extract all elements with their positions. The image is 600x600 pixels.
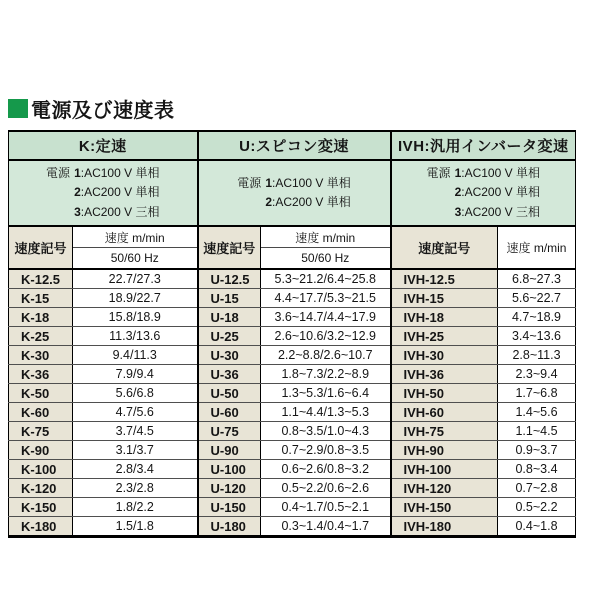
speed-code-cell: IVH-120 — [391, 479, 498, 498]
power-label: 電源 — [237, 175, 262, 190]
speed-value-cell: 3.6~14.7/4.4~17.9 — [261, 308, 391, 327]
speed-code-cell: K-12.5 — [9, 269, 73, 289]
col-header-speed-code-ivh: 速度記号 — [391, 226, 498, 269]
power-row — [9, 160, 576, 226]
table-row — [9, 403, 576, 422]
speed-value-cell: 3.7/4.5 — [73, 422, 198, 441]
speed-value-cell: 15.8/18.9 — [73, 308, 198, 327]
table-row — [9, 269, 576, 289]
speed-code-cell: U-50 — [198, 384, 261, 403]
power-items — [74, 164, 159, 222]
power-cell-u — [198, 160, 391, 226]
section-label: :スピコン変速 — [250, 138, 349, 155]
speed-value-cell: 1.4~5.6 — [498, 403, 576, 422]
speed-value-cell: 2.8/3.4 — [73, 460, 198, 479]
speed-value-cell: 11.3/13.6 — [73, 327, 198, 346]
speed-value-cell: 22.7/27.3 — [73, 269, 198, 289]
speed-code-cell: IVH-12.5 — [391, 269, 498, 289]
speed-value-cell: 0.4~1.7/0.5~2.1 — [261, 498, 391, 517]
speed-code-cell: U-120 — [198, 479, 261, 498]
speed-value-cell: 2.3/2.8 — [73, 479, 198, 498]
power-cell-k — [9, 160, 198, 226]
speed-code-cell: K-15 — [9, 289, 73, 308]
col-header-speed-k: 速度 m/min — [73, 226, 198, 248]
table-row — [9, 365, 576, 384]
speed-code-cell: IVH-90 — [391, 441, 498, 460]
speed-code-cell: K-60 — [9, 403, 73, 422]
table-row — [9, 479, 576, 498]
speed-value-cell: 0.9~3.7 — [498, 441, 576, 460]
green-square-icon — [8, 99, 28, 118]
speed-value-cell: 2.8~11.3 — [498, 346, 576, 365]
speed-value-cell: 4.7~18.9 — [498, 308, 576, 327]
speed-code-cell: U-18 — [198, 308, 261, 327]
speed-code-cell: U-30 — [198, 346, 261, 365]
section-code: U — [239, 138, 251, 155]
speed-value-cell: 5.6~22.7 — [498, 289, 576, 308]
speed-value-cell: 1.8~7.3/2.2~8.9 — [261, 365, 391, 384]
speed-code-cell: IVH-18 — [391, 308, 498, 327]
speed-code-cell: IVH-60 — [391, 403, 498, 422]
section-code: IVH — [398, 138, 425, 155]
table-row — [9, 517, 576, 537]
power-line: 1:AC100 V 単相 — [454, 166, 540, 181]
section-label: :定速 — [90, 138, 127, 155]
page-title-text: 電源及び速度表 — [31, 100, 175, 122]
speed-value-cell: 9.4/11.3 — [73, 346, 198, 365]
speed-code-cell: IVH-36 — [391, 365, 498, 384]
col-header-freq-k: 50/60 Hz — [73, 248, 198, 270]
speed-value-cell: 6.8~27.3 — [498, 269, 576, 289]
speed-value-cell: 0.8~3.4 — [498, 460, 576, 479]
speed-code-cell: U-25 — [198, 327, 261, 346]
speed-value-cell: 3.1/3.7 — [73, 441, 198, 460]
speed-value-cell: 5.6/6.8 — [73, 384, 198, 403]
section-header-u — [198, 131, 391, 160]
speed-code-cell: U-90 — [198, 441, 261, 460]
col-header-speed-u: 速度 m/min — [261, 226, 391, 248]
table-row — [9, 289, 576, 308]
speed-code-cell: IVH-50 — [391, 384, 498, 403]
speed-code-cell: IVH-15 — [391, 289, 498, 308]
table-row — [9, 422, 576, 441]
speed-value-cell: 1.3~5.3/1.6~6.4 — [261, 384, 391, 403]
power-line: 2:AC200 V 単相 — [74, 185, 160, 200]
section-header-row — [9, 131, 576, 160]
page-title — [8, 94, 600, 123]
speed-value-cell: 1.8/2.2 — [73, 498, 198, 517]
speed-value-cell: 1.1~4.4/1.3~5.3 — [261, 403, 391, 422]
speed-value-cell: 2.3~9.4 — [498, 365, 576, 384]
table-row — [9, 441, 576, 460]
speed-value-cell: 0.4~1.8 — [498, 517, 576, 537]
speed-code-cell: K-150 — [9, 498, 73, 517]
power-speed-table — [8, 130, 576, 538]
speed-code-cell: K-75 — [9, 422, 73, 441]
speed-value-cell: 3.4~13.6 — [498, 327, 576, 346]
speed-code-cell: IVH-25 — [391, 327, 498, 346]
power-line: 1:AC100 V 単相 — [74, 166, 160, 181]
speed-code-cell: IVH-150 — [391, 498, 498, 517]
speed-code-cell: K-100 — [9, 460, 73, 479]
speed-value-cell: 0.8~3.5/1.0~4.3 — [261, 422, 391, 441]
power-items — [455, 164, 540, 222]
power-line: 2:AC200 V 単相 — [454, 185, 540, 200]
speed-code-cell: K-18 — [9, 308, 73, 327]
speed-value-cell: 18.9/22.7 — [73, 289, 198, 308]
speed-value-cell: 5.3~21.2/6.4~25.8 — [261, 269, 391, 289]
speed-code-cell: IVH-100 — [391, 460, 498, 479]
speed-code-cell: K-36 — [9, 365, 73, 384]
table-row — [9, 346, 576, 365]
speed-value-cell: 0.5~2.2/0.6~2.6 — [261, 479, 391, 498]
speed-code-cell: U-100 — [198, 460, 261, 479]
speed-value-cell: 0.7~2.8 — [498, 479, 576, 498]
speed-value-cell: 4.4~17.7/5.3~21.5 — [261, 289, 391, 308]
speed-value-cell: 1.1~4.5 — [498, 422, 576, 441]
section-header-ivh — [391, 131, 576, 160]
col-header-speed-code-u: 速度記号 — [198, 226, 261, 269]
speed-value-cell: 1.5/1.8 — [73, 517, 198, 537]
speed-value-cell: 0.6~2.6/0.8~3.2 — [261, 460, 391, 479]
speed-code-cell: U-150 — [198, 498, 261, 517]
power-line: 2:AC200 V 単相 — [265, 195, 351, 209]
speed-value-cell: 0.7~2.9/0.8~3.5 — [261, 441, 391, 460]
speed-code-cell: U-75 — [198, 422, 261, 441]
power-cell-ivh — [391, 160, 576, 226]
speed-value-cell: 2.6~10.6/3.2~12.9 — [261, 327, 391, 346]
speed-code-cell: K-30 — [9, 346, 73, 365]
power-line: 3:AC200 V 三相 — [454, 204, 540, 219]
speed-value-cell: 2.2~8.8/2.6~10.7 — [261, 346, 391, 365]
speed-code-cell: K-120 — [9, 479, 73, 498]
speed-value-cell: 4.7/5.6 — [73, 403, 198, 422]
section-label: :汎用インバータ変速 — [424, 138, 569, 155]
speed-code-cell: IVH-30 — [391, 346, 498, 365]
column-header-row — [9, 226, 576, 248]
speed-code-cell: U-12.5 — [198, 269, 261, 289]
section-header-k — [9, 131, 198, 160]
power-label: 電源 — [426, 166, 451, 181]
speed-code-cell: IVH-180 — [391, 517, 498, 537]
speed-code-cell: K-90 — [9, 441, 73, 460]
speed-code-cell: U-180 — [198, 517, 261, 537]
power-items — [265, 174, 350, 212]
speed-code-cell: IVH-75 — [391, 422, 498, 441]
table-row — [9, 460, 576, 479]
power-label: 電源 — [46, 166, 71, 181]
speed-code-cell: U-60 — [198, 403, 261, 422]
table-row — [9, 308, 576, 327]
speed-value-cell: 1.7~6.8 — [498, 384, 576, 403]
speed-code-cell: K-50 — [9, 384, 73, 403]
col-header-speed-code-k: 速度記号 — [9, 226, 73, 269]
col-header-speed-ivh: 速度 m/min — [498, 226, 576, 269]
table-row — [9, 384, 576, 403]
speed-value-cell: 0.5~2.2 — [498, 498, 576, 517]
speed-code-cell: K-180 — [9, 517, 73, 537]
speed-code-cell: K-25 — [9, 327, 73, 346]
speed-value-cell: 0.3~1.4/0.4~1.7 — [261, 517, 391, 537]
power-line: 1:AC100 V 単相 — [265, 175, 351, 190]
speed-table-body — [9, 269, 576, 537]
speed-code-cell: U-36 — [198, 365, 261, 384]
table-row — [9, 498, 576, 517]
power-line: 3:AC200 V 三相 — [74, 204, 160, 219]
table-row — [9, 327, 576, 346]
col-header-freq-u: 50/60 Hz — [261, 248, 391, 270]
speed-value-cell: 7.9/9.4 — [73, 365, 198, 384]
section-code: K — [78, 138, 91, 155]
speed-code-cell: U-15 — [198, 289, 261, 308]
